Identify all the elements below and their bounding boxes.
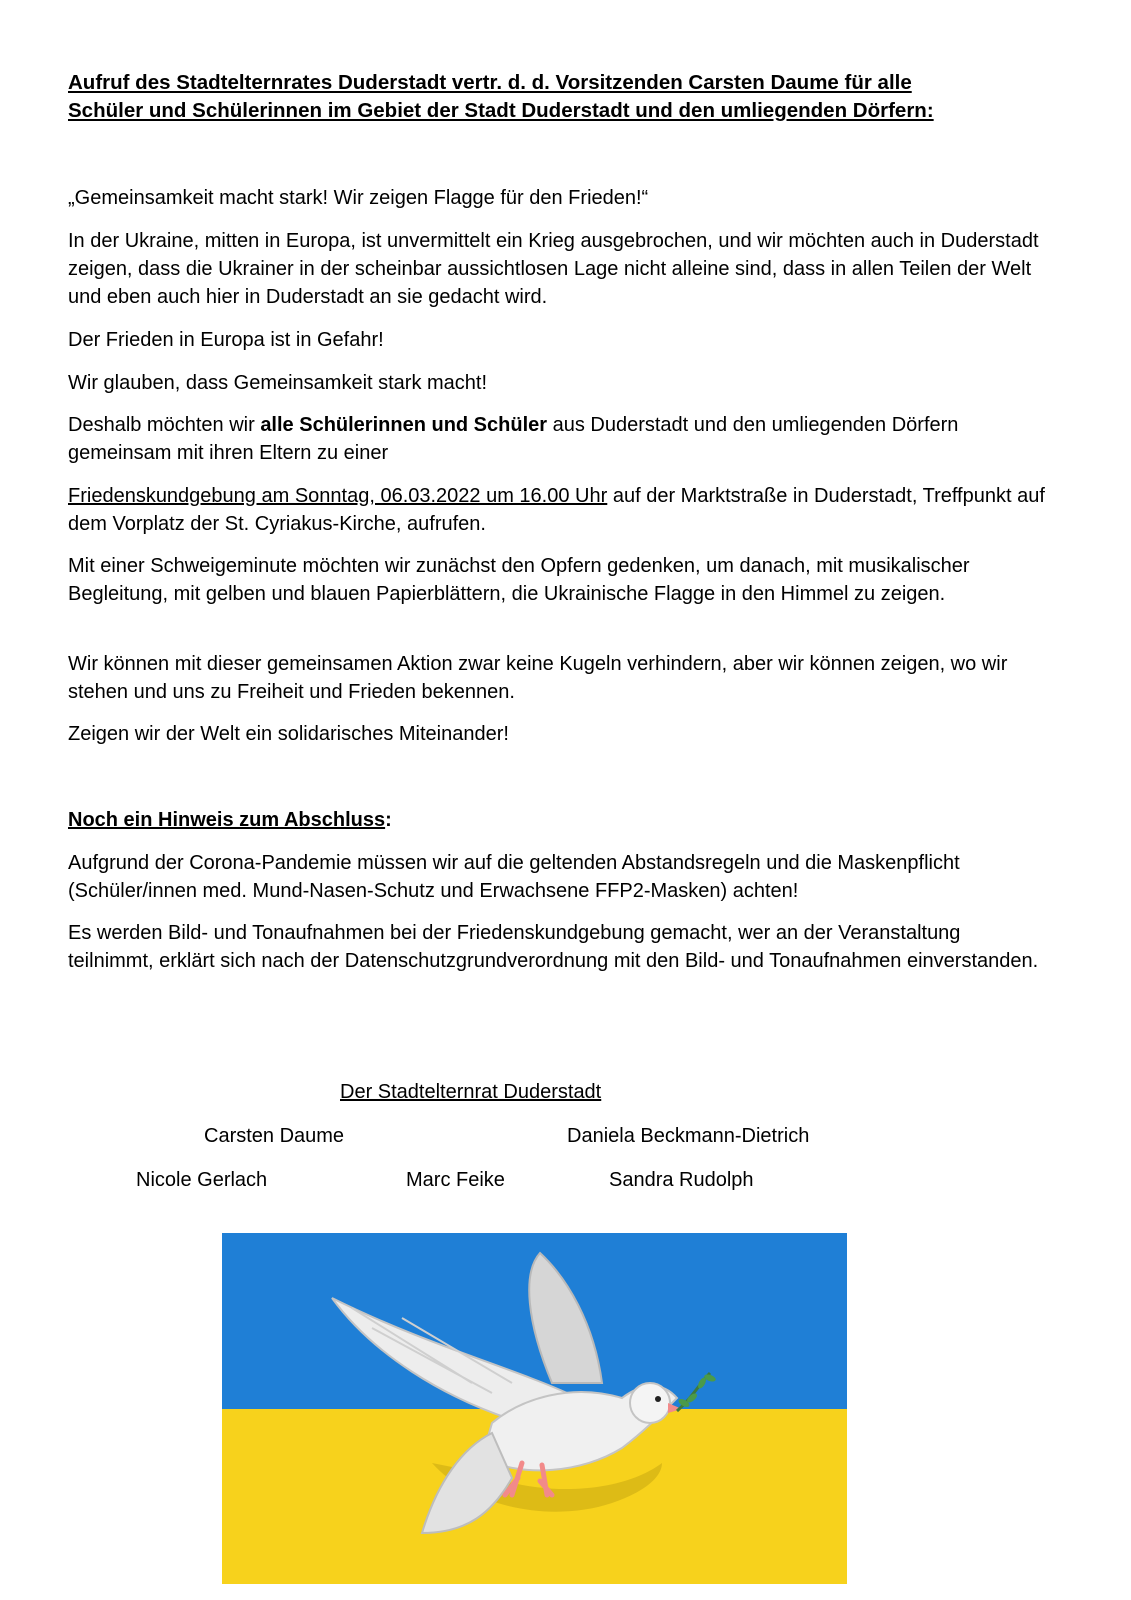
paragraph-corona: Aufgrund der Corona-Pandemie müssen wir auf die geltenden Abstandsregeln und die Maskenpflicht (Schüler/innen med. Mund-Nasen-Schutz und Erwachsene FFP2-Masken) achten!: [68, 852, 960, 902]
invitation-audience: alle Schülerinnen und Schüler: [260, 414, 548, 436]
paragraph-invitation: [68, 411, 1028, 467]
paragraph-event: [68, 482, 1068, 538]
document-title: [68, 69, 1068, 125]
hint-title: Noch ein Hinweis zum Abschluss: [68, 809, 386, 831]
signature-name-4: Marc Feike: [406, 1169, 505, 1191]
peace-dove-flag-image: [222, 1233, 847, 1584]
signature-name-5: Sandra Rudolph: [609, 1169, 754, 1191]
paragraph-data-protection: Es werden Bild- und Tonaufnahmen bei der Friedenskundgebung gemacht, wer an der Veranstaltung teilnimmt, erklärt sich nach der Datenschutzgrundverordnung mit den Bild- und Tonaufnahmen einverstanden.: [68, 922, 1039, 972]
title-line-2: Schüler und Schülerinnen im Gebiet der Stadt Duderstadt und den umliegenden Dörfern:: [68, 99, 934, 122]
signature-name-3: Nicole Gerlach: [136, 1169, 268, 1191]
signature-name-2: Daniela Beckmann-Dietrich: [567, 1125, 810, 1147]
peace-dove-flag-svg: [222, 1233, 847, 1584]
paragraph-peace-in-danger: Der Frieden in Europa ist in Gefahr!: [68, 329, 384, 351]
paragraph-program: Mit einer Schweigeminute möchten wir zunächst den Opfern gedenken, um danach, mit musikalischer Begleitung, mit gelben und blauen Papierblättern, die Ukrainische Flagge in den Himmel zu zeigen.: [68, 555, 970, 605]
paragraph-togetherness: Wir glauben, dass Gemeinsamkeit stark macht!: [68, 372, 488, 394]
signature-organization: Der Stadtelternrat Duderstadt: [340, 1081, 602, 1103]
paragraph-closing: Zeigen wir der Welt ein solidarisches Miteinander!: [68, 723, 509, 745]
invitation-text-pre: Deshalb möchten wir: [68, 414, 261, 436]
event-location: auf der Marktstraße in Duderstadt, Treffpunkt auf dem Vorplatz der St. Cyriakus-Kirche, aufrufen.: [68, 485, 1045, 535]
event-date-time: Friedenskundgebung am Sonntag, 06.03.2022 um 16.00 Uhr: [68, 485, 608, 507]
hint-colon: :: [385, 809, 392, 831]
signature-name-1: Carsten Daume: [204, 1125, 345, 1147]
hint-heading: [68, 806, 1068, 834]
paragraph-action: Wir können mit dieser gemeinsamen Aktion zwar keine Kugeln verhindern, aber wir können zeigen, wo wir stehen und uns zu Freiheit und Frieden bekennen.: [68, 653, 1008, 703]
title-line-1: Aufruf des Stadtelternrates Duderstadt vertr. d. d. Vorsitzenden Carsten Daume für alle: [68, 71, 912, 94]
paragraph-ukraine: In der Ukraine, mitten in Europa, ist unvermittelt ein Krieg ausgebrochen, und wir möchten auch in Duderstadt zeigen, dass die Ukrainer in der scheinbar aussichtlosen Lage nicht alleine sind, dass in allen Teilen der Welt und eben auch hier in Duderstadt an sie gedacht wird.: [68, 230, 1039, 308]
motto: „Gemeinsamkeit macht stark! Wir zeigen Flagge für den Frieden!“: [68, 187, 649, 209]
invitation-text-post: aus Duderstadt und den umliegenden Dörfern gemeinsam mit ihren Eltern zu einer: [68, 414, 959, 464]
